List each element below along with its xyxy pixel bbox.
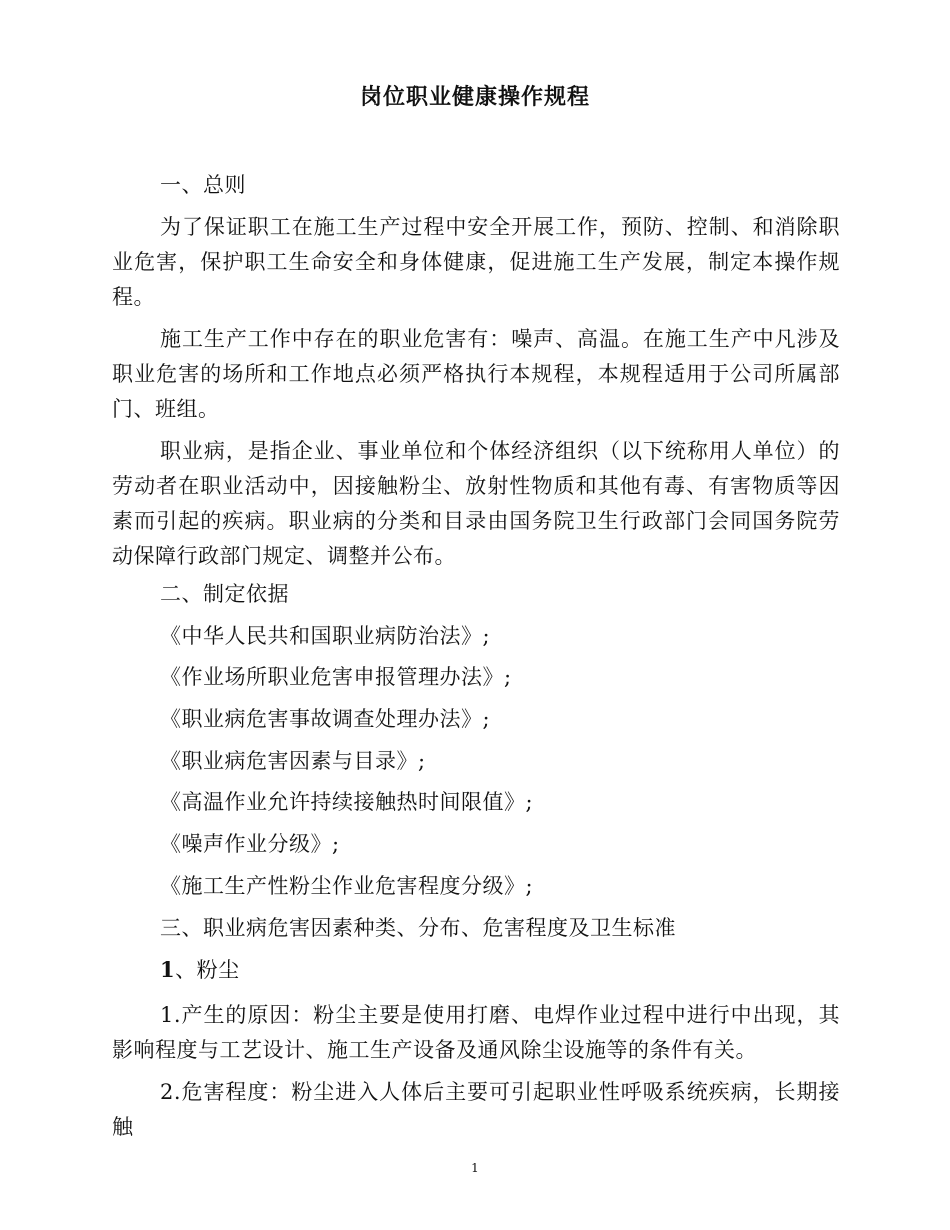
section-general-heading: 一、总则 (160, 173, 246, 197)
basis-item: 《作业场所职业危害申报管理办法》; (160, 665, 512, 690)
basis-item: 《施工生产性粉尘作业危害程度分级》; (160, 873, 534, 898)
basis-item: 《中华人民共和国职业病防治法》; (160, 623, 491, 648)
subsection-dust-label: 、粉尘 (175, 958, 240, 983)
paragraph-dust-cause: 1.产生的原因：粉尘主要是使用打磨、电焊作业过程中进行中出现，其影响程度与工艺设计、施工生产设备及通风除尘设施等的条件有关。 (112, 1002, 840, 1062)
basis-item: 《职业病危害因素与目录》; (160, 748, 426, 773)
basis-item: 《噪声作业分级》; (160, 832, 340, 857)
basis-item: 《职业病危害事故调查处理办法》; (160, 707, 491, 732)
paragraph-definition: 职业病，是指企业、事业单位和个体经济组织（以下统称用人单位）的劳动者在职业活动中，因接触粉尘、放射性物质和其他有毒、有害物质等因素而引起的疾病。职业病的分类和目录由国务院卫生行政部门会同国务院劳动保障行政部门规定、调整并公布。 (112, 439, 840, 568)
page-number: 1 (471, 1161, 479, 1175)
section-factors-heading: 三、职业病危害因素种类、分布、危害程度及卫生标准 (160, 915, 676, 940)
paragraph-dust-harm: 2.危害程度：粉尘进入人体后主要可引起职业性呼吸系统疾病，长期接触 (112, 1079, 840, 1139)
document-title: 岗位职业健康操作规程 (359, 85, 590, 110)
subsection-dust-heading (112, 949, 840, 991)
paragraph-purpose: 为了保证职工在施工生产过程中安全开展工作，预防、控制、和消除职业危害，保护职工生命安全和身体健康，促进施工生产发展，制定本操作规程。 (112, 215, 840, 309)
paragraph-hazards: 施工生产工作中存在的职业危害有：噪声、高温。在施工生产中凡涉及职业危害的场所和工作地点必须严格执行本规程，本规程适用于公司所属部门、班组。 (112, 327, 840, 421)
section-basis-heading: 二、制定依据 (160, 582, 289, 606)
subsection-dust-number: 1 (160, 957, 176, 983)
basis-item: 《高温作业允许持续接触热时间限值》; (160, 790, 534, 815)
document-body (112, 168, 840, 1145)
